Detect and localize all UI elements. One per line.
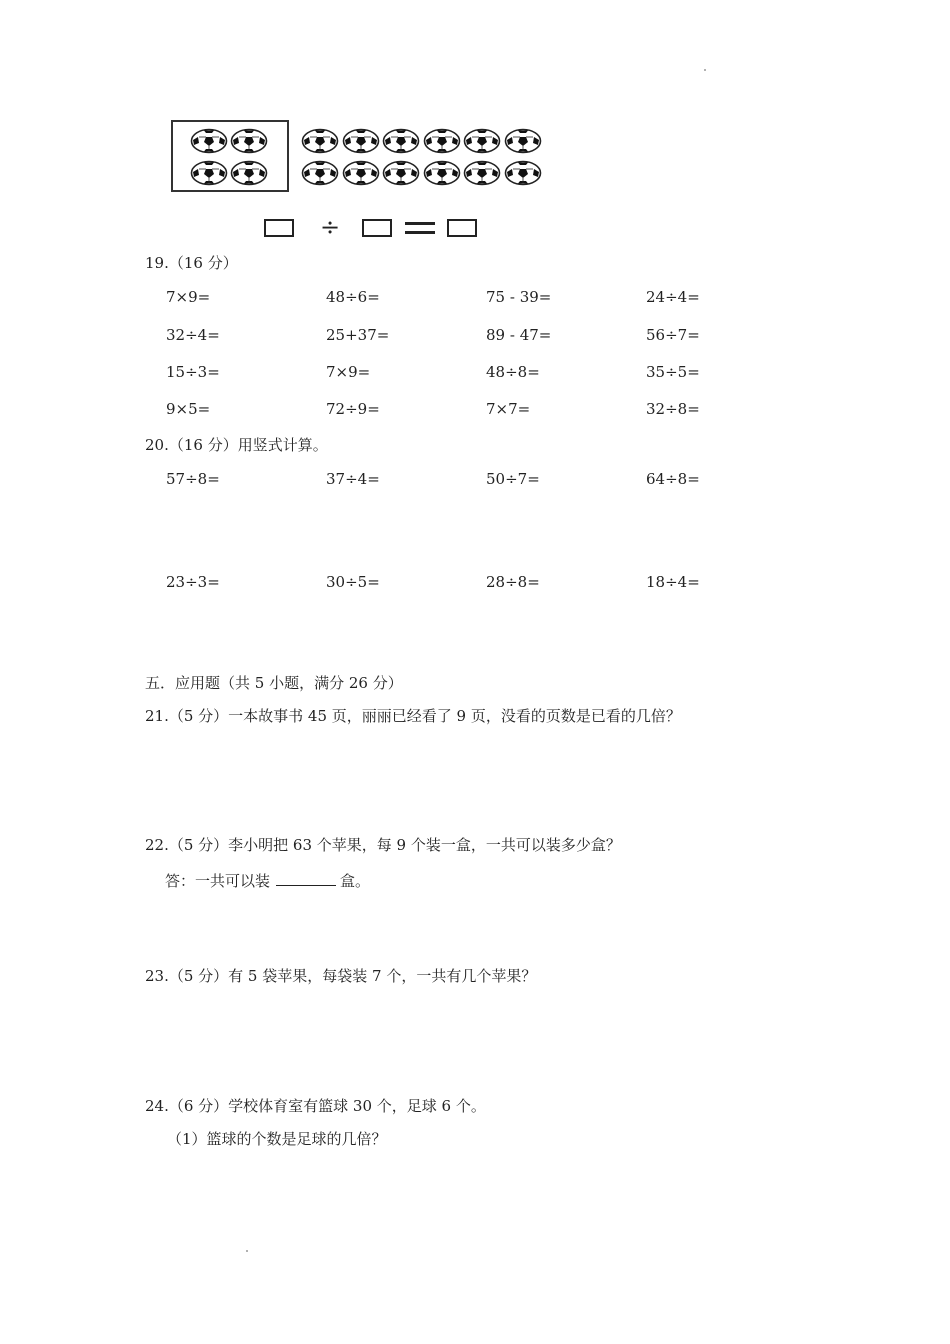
q19-problem: 56÷7= [646, 326, 700, 344]
q19-problem: 72÷9= [326, 400, 380, 418]
answer-box-dividend[interactable] [264, 219, 294, 237]
q19-problem: 9×5= [166, 400, 211, 418]
q20-problem: 28÷8= [486, 573, 540, 591]
soccer-ball-icon [301, 128, 339, 154]
q20-problem: 37÷4= [326, 470, 380, 488]
soccer-ball-icon [190, 160, 228, 186]
q22-text: 22.（5 分）李小明把 63 个苹果，每 9 个装一盒，一共可以装多少盒？ [145, 836, 621, 854]
q19-problem: 7×9= [326, 363, 371, 381]
equals-bar-top [405, 222, 435, 225]
divide-sign: ÷ [320, 213, 341, 241]
q20-problem: 50÷7= [486, 470, 540, 488]
q22-answer-line [165, 869, 370, 891]
answer-box-quotient[interactable] [447, 219, 477, 237]
soccer-ball-icon [342, 160, 380, 186]
soccer-ball-icon [230, 128, 268, 154]
q24-sub1: （1）篮球的个数是足球的几倍？ [167, 1130, 387, 1148]
soccer-ball-icon [382, 128, 420, 154]
q23-text: 23.（5 分）有 5 袋苹果，每袋装 7 个，一共有几个苹果？ [145, 967, 537, 985]
soccer-ball-icon [190, 128, 228, 154]
soccer-ball-icon [423, 160, 461, 186]
q19-problem: 35÷5= [646, 363, 700, 381]
q20-header: 20.（16 分）用竖式计算。 [145, 436, 328, 454]
speck-top [704, 69, 706, 71]
q22-answer-prefix: 答：一共可以装 [165, 872, 271, 890]
section-title: 五．应用题（共 5 小题，满分 26 分） [145, 674, 403, 692]
q19-problem: 89 - 47= [486, 326, 552, 344]
q20-problem: 57÷8= [166, 470, 220, 488]
answer-box-divisor[interactable] [362, 219, 392, 237]
q19-problem: 25+37= [326, 326, 390, 344]
soccer-ball-icon [301, 160, 339, 186]
q21-text: 21.（5 分）一本故事书 45 页，丽丽已经看了 9 页，没看的页数是已看的几倍？ [145, 707, 681, 725]
soccer-ball-icon [463, 160, 501, 186]
q19-problem: 48÷6= [326, 288, 380, 306]
q22-answer-suffix: 盒。 [340, 872, 371, 890]
q19-problem: 7×9= [166, 288, 211, 306]
speck-bottom [246, 1250, 248, 1252]
soccer-ball-icon [463, 128, 501, 154]
q19-problem: 48÷8= [486, 363, 540, 381]
q20-problem: 64÷8= [646, 470, 700, 488]
soccer-ball-icon [504, 128, 542, 154]
q20-problem: 23÷3= [166, 573, 220, 591]
soccer-ball-icon [230, 160, 268, 186]
q20-problem: 30÷5= [326, 573, 380, 591]
q19-problem: 7×7= [486, 400, 531, 418]
soccer-ball-icon [504, 160, 542, 186]
soccer-ball-icon [382, 160, 420, 186]
q19-header: 19.（16 分） [145, 254, 238, 272]
soccer-ball-icon [342, 128, 380, 154]
q19-problem: 15÷3= [166, 363, 220, 381]
q19-problem: 75 - 39= [486, 288, 552, 306]
q19-problem: 32÷8= [646, 400, 700, 418]
q20-problem: 18÷4= [646, 573, 700, 591]
q19-problem: 24÷4= [646, 288, 700, 306]
q22-answer-blank[interactable] [276, 869, 336, 886]
soccer-ball-icon [423, 128, 461, 154]
equals-bar-bottom [405, 231, 435, 234]
q19-problem: 32÷4= [166, 326, 220, 344]
q24-text: 24.（6 分）学校体育室有篮球 30 个，足球 6 个。 [145, 1097, 486, 1115]
